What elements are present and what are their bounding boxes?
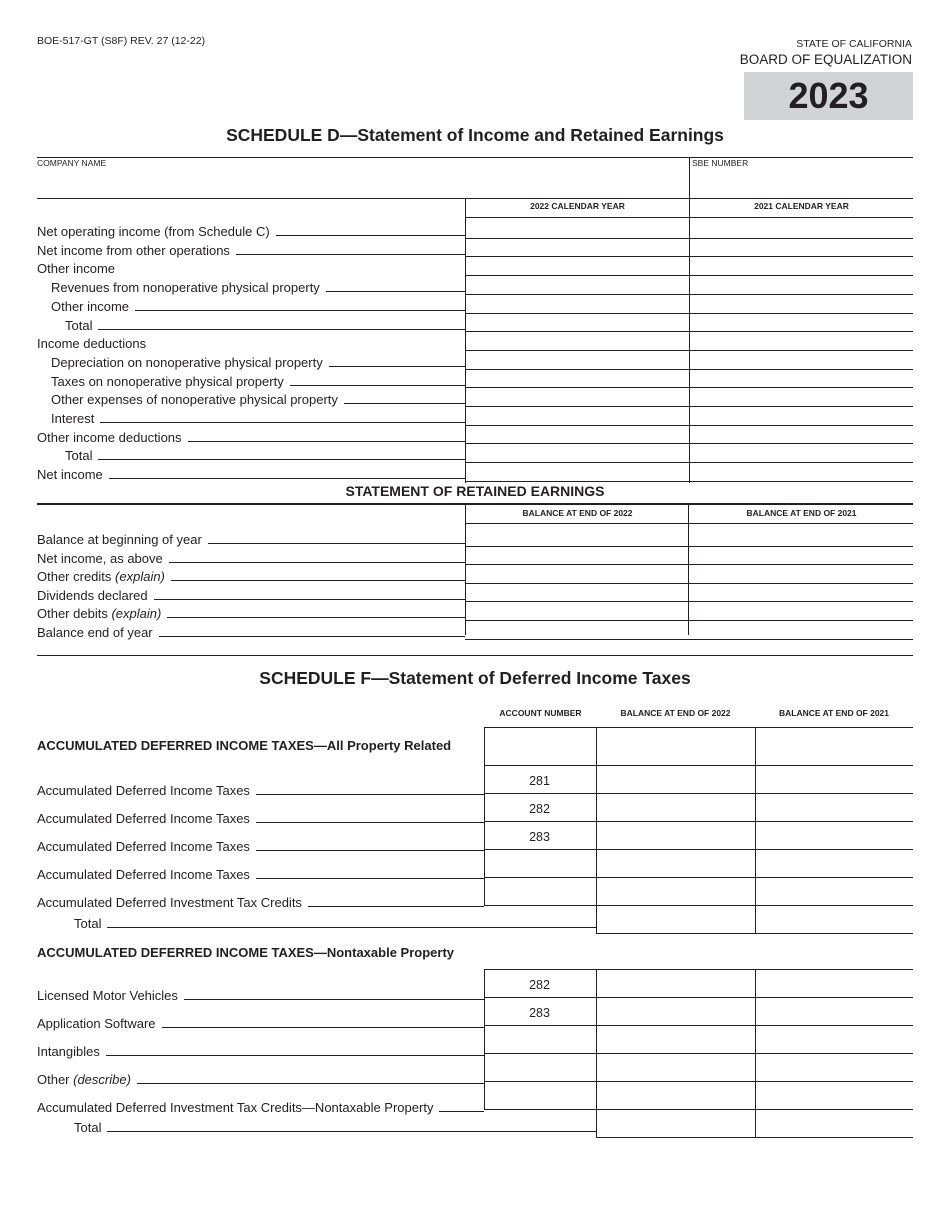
row-label-text: Balance end of year xyxy=(37,625,153,640)
divider xyxy=(465,331,913,332)
leader-line xyxy=(167,617,465,618)
leader-line xyxy=(109,478,465,479)
balance-2021-field[interactable] xyxy=(756,766,913,793)
row-label xyxy=(51,296,465,314)
amount-2021-field[interactable] xyxy=(690,350,913,368)
balance-2022-field[interactable] xyxy=(597,766,755,793)
leader-line xyxy=(329,366,465,367)
row-label-text: Total xyxy=(74,916,102,931)
balance-2022-field[interactable] xyxy=(597,998,755,1025)
row-label-text: Other debits (explain) xyxy=(37,606,162,621)
row-label xyxy=(51,352,465,370)
leader-line xyxy=(154,599,465,600)
row-label xyxy=(37,892,484,910)
balance-2022-field[interactable] xyxy=(597,1026,755,1053)
f-col-2022-header: BALANCE AT END OF 2022 xyxy=(620,708,731,718)
balance-2022-field[interactable] xyxy=(466,546,688,564)
balance-2022-field[interactable] xyxy=(597,1082,755,1109)
row-label xyxy=(65,445,465,463)
company-name-label: COMPANY NAME xyxy=(37,158,107,168)
leader-line xyxy=(326,291,465,292)
row-label-text: Balance at beginning of year xyxy=(37,532,202,547)
row-label xyxy=(37,548,465,566)
amount-2021-field[interactable] xyxy=(690,369,913,387)
row-label-text: Accumulated Deferred Investment Tax Credits xyxy=(37,895,302,910)
schedule-d-title: SCHEDULE D—Statement of Income and Retained Earnings xyxy=(226,125,724,145)
amount-2022-field[interactable] xyxy=(466,294,689,312)
re-col-2022-header: BALANCE AT END OF 2022 xyxy=(522,508,633,518)
account-number: 282 xyxy=(529,802,550,816)
leader-line xyxy=(106,1055,484,1056)
amount-2021-field[interactable] xyxy=(690,294,913,312)
row-label xyxy=(37,780,484,798)
divider xyxy=(689,157,690,198)
row-label xyxy=(37,529,465,547)
leader-line xyxy=(208,543,465,544)
balance-2022-field[interactable] xyxy=(597,1054,755,1081)
divider xyxy=(596,933,913,934)
total-2021-field[interactable] xyxy=(756,1110,913,1137)
total-2022-field[interactable] xyxy=(597,1110,755,1137)
row-label xyxy=(37,427,465,445)
total-2022-field[interactable] xyxy=(597,906,755,933)
row-label-text: Depreciation on nonoperative physical property xyxy=(51,355,323,370)
divider xyxy=(465,523,913,524)
row-label-text: Income deductions xyxy=(37,336,147,351)
schedule-f-title: SCHEDULE F—Statement of Deferred Income Taxes xyxy=(259,668,691,688)
row-label xyxy=(37,1097,484,1115)
row-label-text: Accumulated Deferred Income Taxes xyxy=(37,811,250,826)
account-number-header: ACCOUNT NUMBER xyxy=(499,708,582,718)
form-year: 2023 xyxy=(744,72,913,120)
row-label-text: Accumulated Deferred Income Taxes xyxy=(37,783,250,798)
row-label-text: Net income from other operations xyxy=(37,243,230,258)
row-label-note: (explain) xyxy=(111,569,165,584)
account-number: 283 xyxy=(529,830,550,844)
row-label xyxy=(37,836,484,854)
row-label xyxy=(37,333,465,351)
leader-line xyxy=(107,927,596,928)
row-label-text: Total xyxy=(65,448,93,463)
row-label-text: Application Software xyxy=(37,1016,156,1031)
amount-2022-field[interactable] xyxy=(466,369,689,387)
balance-2022-field[interactable] xyxy=(466,564,688,582)
amount-2022-field[interactable] xyxy=(466,350,689,368)
leader-line xyxy=(256,822,484,823)
divider xyxy=(37,157,913,158)
row-label-note: (describe) xyxy=(69,1072,131,1087)
row-label xyxy=(74,1117,596,1135)
leader-line xyxy=(98,329,465,330)
row-label xyxy=(37,1069,484,1087)
section1-title: ACCUMULATED DEFERRED INCOME TAXES—All Property Related xyxy=(37,738,452,753)
balance-2021-field[interactable] xyxy=(756,970,913,997)
row-label-text: Revenues from nonoperative physical property xyxy=(51,280,320,295)
balance-2022-field[interactable] xyxy=(466,601,688,619)
row-label xyxy=(51,408,465,426)
row-label xyxy=(37,603,465,621)
amount-2021-field[interactable] xyxy=(690,462,913,480)
leader-line xyxy=(137,1083,484,1084)
row-label xyxy=(37,221,465,239)
sbe-number-label: SBE NUMBER xyxy=(692,158,749,168)
balance-2022-field[interactable] xyxy=(466,620,688,638)
balance-2022-field[interactable] xyxy=(597,970,755,997)
row-label xyxy=(65,315,465,333)
row-label xyxy=(51,389,465,407)
leader-line xyxy=(188,441,465,442)
account-number-field[interactable] xyxy=(485,728,596,765)
amount-2021-field[interactable] xyxy=(690,275,913,293)
balance-2021-field[interactable] xyxy=(689,620,913,638)
leader-line xyxy=(256,794,484,795)
row-label-text: Net income xyxy=(37,467,103,482)
section2-title: ACCUMULATED DEFERRED INCOME TAXES—Nontaxable Property xyxy=(37,945,454,960)
row-label xyxy=(37,622,465,640)
amount-2022-field[interactable] xyxy=(466,462,689,480)
total-2021-field[interactable] xyxy=(756,906,913,933)
row-label-text: Licensed Motor Vehicles xyxy=(37,988,178,1003)
balance-2021-field[interactable] xyxy=(689,527,913,545)
row-label-text: Intangibles xyxy=(37,1044,100,1059)
amount-2022-field[interactable] xyxy=(466,443,689,461)
balance-2021-field[interactable] xyxy=(756,1082,913,1109)
leader-line xyxy=(98,459,465,460)
leader-line xyxy=(256,878,484,879)
row-label xyxy=(37,864,484,882)
row-label-text: Taxes on nonoperative physical property xyxy=(51,374,284,389)
row-label-text: Net income, as above xyxy=(37,551,163,566)
balance-2022-field[interactable] xyxy=(597,794,755,821)
leader-line xyxy=(184,999,484,1000)
balance-2021-field[interactable] xyxy=(689,601,913,619)
col-2022-header: 2022 CALENDAR YEAR xyxy=(530,201,625,211)
divider xyxy=(37,198,913,199)
amount-2021-field[interactable] xyxy=(690,406,913,424)
balance-2022-field[interactable] xyxy=(597,878,755,905)
sbe-number-field[interactable] xyxy=(692,172,912,196)
agency-name: BOARD OF EQUALIZATION xyxy=(739,52,912,67)
account-number: 283 xyxy=(529,1006,550,1020)
row-label-note: (explain) xyxy=(107,606,162,621)
amount-2022-field[interactable] xyxy=(466,275,689,293)
amount-2022-field[interactable] xyxy=(466,238,689,256)
leader-line xyxy=(135,310,465,311)
leader-line xyxy=(107,1131,596,1132)
row-label xyxy=(37,464,465,482)
form-number: BOE-517-GT (S8F) REV. 27 (12-22) xyxy=(37,35,206,47)
leader-line xyxy=(100,422,465,423)
row-label-text: Net operating income (from Schedule C) xyxy=(37,224,270,239)
row-label-text: Total xyxy=(65,318,93,333)
col-2021-header: 2021 CALENDAR YEAR xyxy=(754,201,849,211)
balance-2021-field[interactable] xyxy=(756,794,913,821)
amount-2022-field[interactable] xyxy=(466,406,689,424)
amount-2022-field[interactable] xyxy=(466,387,689,405)
row-label xyxy=(37,585,465,603)
row-label-text: Interest xyxy=(51,411,95,426)
row-label xyxy=(74,913,596,931)
leader-line xyxy=(256,850,484,851)
leader-line xyxy=(159,636,465,637)
amount-2021-field[interactable] xyxy=(690,387,913,405)
row-label xyxy=(51,371,465,389)
row-label-text: Other (describe) xyxy=(37,1072,131,1087)
leader-line xyxy=(162,1027,484,1028)
balance-2021-field[interactable] xyxy=(689,546,913,564)
divider xyxy=(484,727,913,728)
balance-2022-field[interactable] xyxy=(597,822,755,849)
row-label-text: Accumulated Deferred Income Taxes xyxy=(37,839,250,854)
leader-line xyxy=(171,580,465,581)
balance-2021-field[interactable] xyxy=(689,564,913,582)
balance-2022-field[interactable] xyxy=(597,850,755,877)
account-number: 282 xyxy=(529,978,550,992)
row-label-text: Total xyxy=(74,1120,102,1135)
balance-2021-field[interactable] xyxy=(756,1054,913,1081)
row-label xyxy=(37,808,484,826)
amount-2021-field[interactable] xyxy=(690,313,913,331)
amount-2022-field[interactable] xyxy=(466,219,689,237)
leader-line xyxy=(344,403,465,404)
f-col-2021-header: BALANCE AT END OF 2021 xyxy=(778,708,890,718)
divider xyxy=(465,217,913,218)
row-label xyxy=(37,985,484,1003)
leader-line xyxy=(236,254,465,255)
divider xyxy=(465,256,913,257)
leader-line xyxy=(439,1111,484,1112)
balance-2022-field[interactable] xyxy=(466,583,688,601)
row-label xyxy=(37,1041,484,1059)
row-label-text: Other income deductions xyxy=(37,430,182,445)
leader-line xyxy=(290,385,465,386)
row-label-text: Other expenses of nonoperative physical property xyxy=(51,392,338,407)
row-label-text: Accumulated Deferred Income Taxes xyxy=(37,867,250,882)
account-number: 281 xyxy=(529,774,550,788)
row-label-text: Other credits (explain) xyxy=(37,569,165,584)
leader-line xyxy=(276,235,465,236)
balance-2021-field[interactable] xyxy=(756,1026,913,1053)
amount-2022-field[interactable] xyxy=(466,425,689,443)
amount-2021-field[interactable] xyxy=(690,219,913,237)
divider xyxy=(37,655,913,656)
balance-2021-field[interactable] xyxy=(756,850,913,877)
row-label-text: Other income xyxy=(51,299,130,314)
balance-2021-field[interactable] xyxy=(689,583,913,601)
divider xyxy=(465,481,913,482)
re-col-2021-header: BALANCE AT END OF 2021 xyxy=(746,508,857,518)
leader-line xyxy=(308,906,484,907)
row-label xyxy=(37,1013,484,1031)
leader-line xyxy=(169,562,465,563)
amount-2021-field[interactable] xyxy=(690,425,913,443)
row-label-text: Other income xyxy=(37,261,116,276)
balance-2021-field[interactable] xyxy=(756,822,913,849)
amount-2021-field[interactable] xyxy=(690,238,913,256)
divider xyxy=(37,503,913,505)
balance-2021-field[interactable] xyxy=(756,878,913,905)
row-label xyxy=(37,258,465,276)
balance-2021-field[interactable] xyxy=(756,998,913,1025)
row-label-text: Accumulated Deferred Investment Tax Credits—Nontaxable Property xyxy=(37,1100,434,1115)
divider xyxy=(465,639,913,640)
amount-2022-field[interactable] xyxy=(466,313,689,331)
retained-earnings-title: STATEMENT OF RETAINED EARNINGS xyxy=(345,483,605,499)
row-label-text: Dividends declared xyxy=(37,588,148,603)
divider xyxy=(596,1137,913,1138)
amount-2021-field[interactable] xyxy=(690,443,913,461)
divider xyxy=(484,727,485,905)
company-name-field[interactable] xyxy=(37,162,683,196)
balance-2022-field[interactable] xyxy=(466,527,688,545)
row-label xyxy=(37,566,465,584)
row-label xyxy=(51,277,465,295)
state-name: STATE OF CALIFORNIA xyxy=(796,38,912,50)
row-label xyxy=(37,240,465,258)
